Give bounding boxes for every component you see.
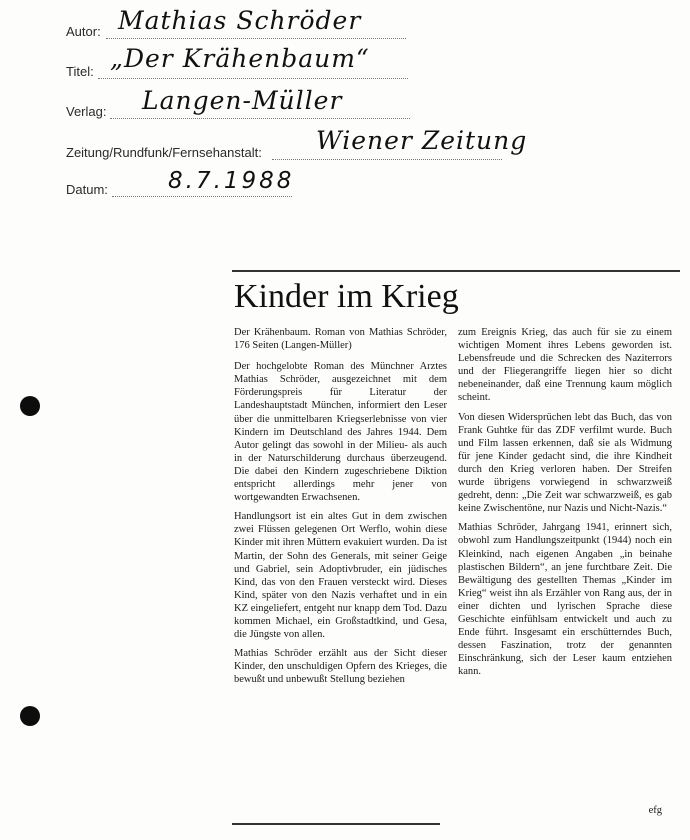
publisher-dotted-line (110, 118, 410, 119)
date-handwritten-value: 8.7.1988 (168, 168, 295, 194)
newspaper-handwritten-value: Wiener Zeitung (316, 126, 528, 155)
newspaper-dotted-line (272, 159, 502, 160)
article-column-left (234, 326, 447, 692)
title-dotted-line (98, 78, 408, 79)
newspaper-label: Zeitung/Rundfunk/Fernsehanstalt: (66, 145, 262, 160)
punch-hole-upper (20, 396, 40, 416)
article-paragraph: Mathias Schröder, Jahrgang 1941, erinnert sich, obwohl zum Handlungszeitpunkt (1944) noch ein Kleinkind, nach eigenen Angaben „in beinahe plastischen Bildern“, an jene furchtbare Zeit. Die Bewältigung des gestellten Themas „Kinder im Krieg“ weist ihn als Erzähler von Rang aus, der in einer dichten und lyrischen Sprache diese Geschichte einfühlsam entwickelt und auch zu Ende führt. Insgesamt ein erschütterndes Buch, dessen Faszination, trotz der genannten Einschränkung, sich der Leser kaum entziehen kann. (458, 522, 672, 678)
article-paragraph: Der hochgelobte Roman des Münchner Arztes Mathias Schröder, ausgezeichnet mit dem Förderungspreis für Literatur der Landeshauptstadt München, informiert den Leser über die unmittelbaren Kriegserlebnisse von vier Kindern im Deutschland des Jahres 1944. Dem Autor gelingt das sowohl in der Milieu- als auch in der Naturschilderung durchaus überzeugend. Die dabei den Kindern zugeschriebene Diktion entspricht allerdings mehr jener von wortgewandten Erwachsenen. (234, 361, 447, 504)
author-dotted-line (106, 38, 406, 39)
title-handwritten-value: „Der Krähenbaum“ (110, 44, 370, 73)
article-headline: Kinder im Krieg (234, 278, 459, 315)
author-handwritten-value: Mathias Schröder (118, 6, 362, 35)
article-paragraph: Handlungsort ist ein altes Gut in dem zwischen zwei Flüssen gelegenen Ort Werflo, wohin diese Kinder mit ihren Müttern evakuiert wurden. Da ist Martin, der Sohn des Generals, mit seiner Geige und Gabriel, sein Adoptivbruder, ein jüdisches Kind, das von den Frauen versteckt wird. Dieses Kind, später von den Nazis verhaftet und in ein KZ eingeliefert, entgeht nur knapp dem Tod. Dazu kommen Michael, ein Großstadtkind, und Gesa, die Jüngste von allen. (234, 511, 447, 641)
article-paragraph: Von diesen Widersprüchen lebt das Buch, das von Frank Guhtke für das ZDF verfilmt wurde. Buch und Film lassen erkennen, daß sie als Widmung für jene Kinder gedacht sind, die ihre Kindheit durch den Krieg verloren haben. Der Streifen wurde übrigens vorwiegend in schwarzweiß gedreht, denn: „Die Zeit war schwarzweiß, es gab keine Zwischentöne, nur Nazis und Nicht-Nazis.“ (458, 411, 672, 515)
publisher-label: Verlag: (66, 104, 107, 119)
clipping-top-rule (232, 270, 680, 272)
author-signature: efg (648, 805, 662, 816)
title-label: Titel: (66, 64, 94, 79)
date-label: Datum: (66, 182, 108, 197)
clipping-bottom-rule (232, 823, 440, 825)
article-paragraph: zum Ereignis Krieg, das auch für sie zu einem wichtigen Moment ihres Lebens geworden ist. Lebensfreude und die Schrecken des Naziterrors und der Fliegerangriffe liegen hier so dicht nebeneinander, daß eine Trennung kaum möglich scheint. (458, 327, 672, 404)
article-paragraph: Mathias Schröder erzählt aus der Sicht dieser Kinder, den unschuldigen Opfern des Krieges, die bewußt und unbewußt Stellung beziehen (234, 648, 447, 686)
punch-hole-lower (20, 706, 40, 726)
author-label: Autor: (66, 24, 101, 39)
publisher-handwritten-value: Langen-Müller (142, 86, 343, 115)
date-dotted-line (112, 196, 292, 197)
book-meta-paragraph: Der Krähenbaum. Roman von Mathias Schröder, 176 Seiten (Langen-Müller) (234, 327, 447, 352)
article-column-right (458, 326, 672, 684)
